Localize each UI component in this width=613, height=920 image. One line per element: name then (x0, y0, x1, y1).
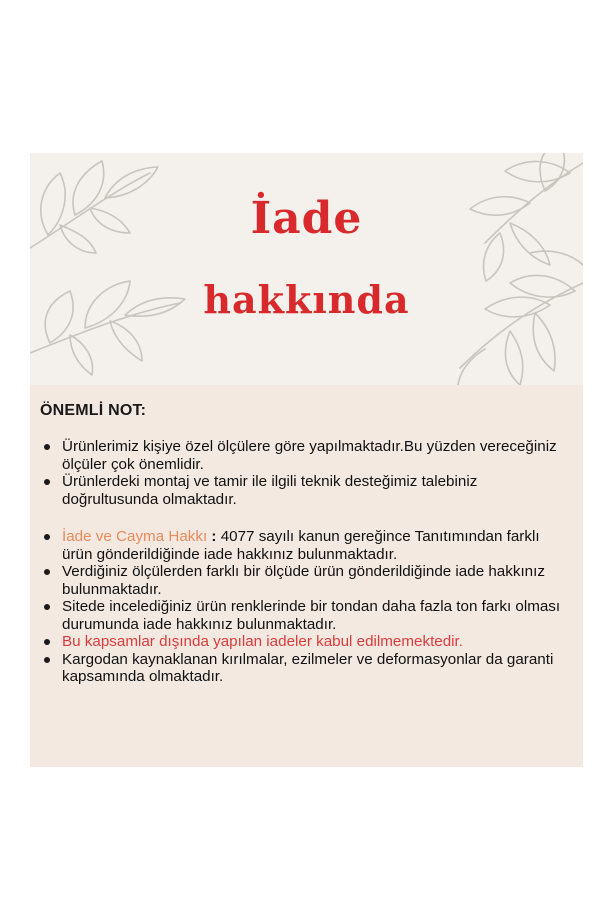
list-item (40, 651, 573, 686)
note-heading: ÖNEMLİ NOT: (40, 402, 147, 419)
leaf-decoration-icon (30, 153, 583, 385)
return-right-label: İade ve Cayma Hakkı (62, 528, 208, 545)
list-item-text: Ürünlerdeki montaj ve tamir ile ilgili teknik desteğimiz talebiniz doğrultusunda olmaktadır. (62, 473, 478, 508)
list-item (40, 563, 573, 598)
list-item (40, 528, 573, 563)
list-item (40, 438, 573, 473)
list-item-text: Kargodan kaynaklanan kırılmalar, ezilmeler ve deformasyonlar da garanti kapsamında olmaktadır. (62, 650, 554, 685)
list-item-warning (40, 633, 573, 651)
list-item-text: Ürünlerimiz kişiye özel ölçülere göre yapılmaktadır.Bu yüzden vereceğiniz ölçüler çok önemlidir. (62, 438, 557, 473)
list-item-text: 4077 sayılı kanun gereğince Tanıtımından farklı ürün gönderildiğinde iade hakkınız bulunmaktadır. (62, 528, 540, 563)
list-item-separator: : (207, 528, 221, 545)
note-list (40, 438, 573, 686)
list-item-text: Bu kapsamlar dışında yapılan iadeler kabul edilmemektedir. (62, 633, 463, 650)
list-item (40, 598, 573, 633)
page-title: İade (250, 193, 363, 244)
note-panel (30, 385, 583, 767)
header-banner (30, 153, 583, 385)
list-item (40, 473, 573, 508)
page-subtitle: hakkında (203, 277, 410, 322)
list-item-text: Sitede incelediğiniz ürün renklerinde bir tondan daha fazla ton farkı olması durumunda iade hakkınız bulunmaktadır. (62, 598, 561, 633)
list-item-text: Verdiğiniz ölçülerden farklı bir ölçüde ürün gönderildiğinde iade hakkınız bulunmaktadır. (62, 563, 545, 598)
